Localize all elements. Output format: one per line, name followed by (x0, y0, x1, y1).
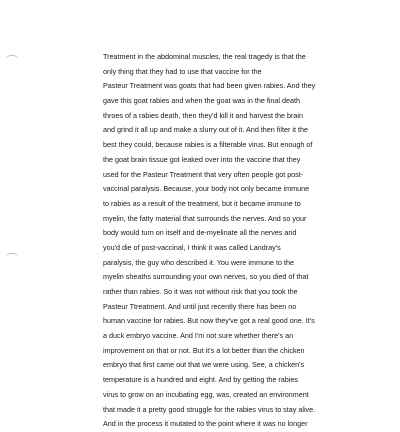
text-line: throes of a rabies death, then they'd kill it and harvest the brain (103, 110, 303, 120)
text-line: you'd die of post-vaccinal, I think it was called Landray's (103, 242, 281, 252)
text-line: vaccinal paralysis. Because, your body not only became immune (103, 184, 310, 194)
text-line: Pasteur Treatment was goats that had been given rabies. And they (103, 81, 316, 91)
text-line: and grind it all up and make a slurry out of it. And then filter it the (103, 125, 308, 135)
text-line: improvement on that or not. But it's a lot better than the chicken (103, 345, 305, 355)
text-line: to rabies as a result of the treatment, but it became immune to (103, 198, 301, 208)
text-line: body would turn on itself and de-myelinate all the nerves and (103, 228, 297, 238)
text-line: used for the Pasteur Treatment that very often people got post- (103, 169, 304, 179)
text-line: that made it a pretty good struggle for the rabies virus to stay alive. (103, 404, 316, 414)
text-line: Treatment in the abdominal muscles, the real tragedy is that the (103, 52, 306, 61)
text-line: human vaccine for rabies. But now they've got a real good one. It's (103, 316, 315, 326)
text-line: virus to grow on an incubating egg, was, created an environment (103, 389, 309, 399)
transcript-text-body (103, 50, 393, 432)
text-line: embryo that first came out that we were using. See, a chicken's (103, 360, 305, 370)
text-line: gave this goat rabies and when the goat was in the final death (103, 96, 300, 106)
text-line: paralysis, the guy who described it. You were immune to the (103, 257, 294, 267)
text-line: a duck embryo vaccine. And I'm not sure whether there's an (103, 331, 294, 341)
text-line: the goat brain tissue got leaked over into the vaccine that they (103, 154, 301, 164)
text-line: myelin, the fatty material that surrounds the nerves. And so your (103, 213, 307, 223)
text-line: rather than rabies. So it was not without risk that you took the (103, 287, 298, 296)
text-line: Pasteur Ttreatment. And until just recently there has been no (103, 301, 297, 311)
text-line: And in the process it mutated to the point where it was no longer (103, 419, 308, 429)
text-line: temperature is a hundred and eight. And by getting the rabies (103, 375, 298, 385)
text-line: only thing that they had to use that vaccine for the (103, 66, 262, 76)
text-line: best they could, because rabies is a filterable virus. But enough of (103, 140, 313, 150)
binder-hole-mark-top (6, 55, 18, 62)
text-line: myelin sheaths surrounding your own nerves, so you died of that (103, 272, 309, 282)
binder-hole-mark-middle (6, 253, 18, 260)
